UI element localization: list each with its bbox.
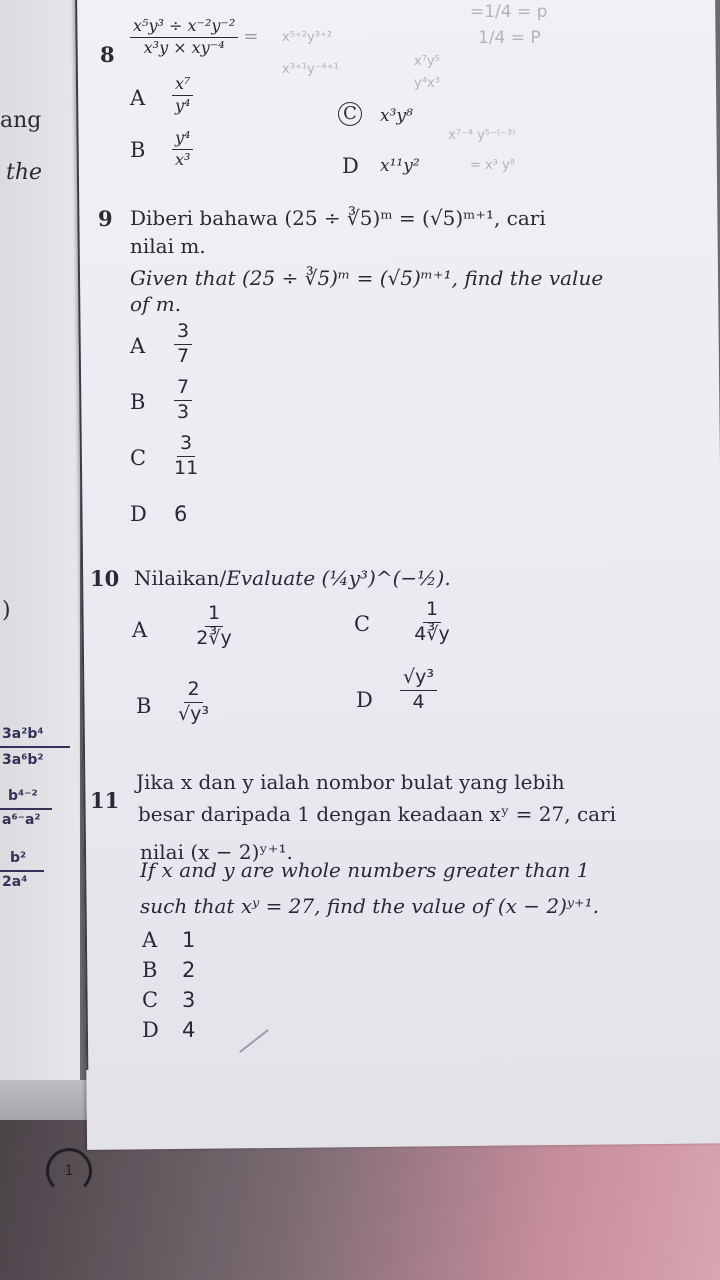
q9-malay-line-1: Diberi bahawa (25 ÷ ∛5)ᵐ = (√5)ᵐ⁺¹, cari <box>130 206 546 230</box>
pencil-note-side-1: x⁷⁻⁴ y⁵⁻⁽⁻³⁾ <box>448 128 516 143</box>
left-page-word-ang: ang <box>0 108 42 133</box>
question-10-number: 10 <box>90 566 120 591</box>
q9-malay-line-2: nilai m. <box>130 234 206 258</box>
question-8-number: 8 <box>100 42 115 67</box>
q8-expression-denominator: x³y × xy⁻⁴ <box>143 37 225 57</box>
q9-option-c[interactable] <box>174 434 198 479</box>
q11-malay-line-2: besar daripada 1 dengan keadaan xʸ = 27, cari <box>138 802 617 826</box>
q10-option-a-den: 2∛y <box>196 626 232 649</box>
q9-option-a-num: 3 <box>174 322 192 345</box>
q10-option-c[interactable] <box>400 600 464 645</box>
q11-malay-line-3: nilai (x − 2)ʸ⁺¹. <box>140 840 293 864</box>
pencil-note-top-2: 1/4 = P <box>478 28 541 48</box>
handwriting-5: b² <box>10 850 27 866</box>
question-9-number: 9 <box>98 206 113 231</box>
q11-option-b[interactable]: 2 <box>182 958 196 982</box>
q8-option-d[interactable]: x¹¹y² <box>380 156 420 176</box>
q10-option-c-den: 4∛y <box>414 622 450 645</box>
q9-option-d-letter[interactable]: D <box>130 502 147 526</box>
q11-english-line-2: such that xʸ = 27, find the value of (x − 2)ʸ⁺¹. <box>140 894 599 918</box>
q11-english-line-1: If x and y are whole numbers greater than 1 <box>140 858 590 882</box>
pencil-note-mid-4: y⁴x³ <box>414 76 440 91</box>
q8-option-d-letter[interactable]: D <box>342 154 359 178</box>
q9-english-line-1: Given that (25 ÷ ∛5)ᵐ = (√5)ᵐ⁺¹, find the value <box>130 266 604 290</box>
q8-equals: = <box>243 25 259 47</box>
left-page-word-the: the <box>6 160 43 185</box>
q11-option-c-letter[interactable]: C <box>142 988 159 1012</box>
q9-option-b[interactable] <box>174 378 192 423</box>
q9-option-a-den: 7 <box>177 344 190 367</box>
q8-option-c-letter[interactable] <box>338 102 362 126</box>
q9-option-a[interactable] <box>174 322 192 367</box>
pencil-note-mid-1: x⁵⁺²y³⁺² <box>282 30 332 45</box>
q11-option-a-letter[interactable]: A <box>142 928 158 952</box>
handwriting-4: a⁶⁻a² <box>2 812 41 828</box>
q10-option-a[interactable] <box>180 604 248 649</box>
pencil-note-mid-3: x⁷y⁵ <box>414 54 440 69</box>
handwriting-2: 3a⁶b² <box>2 752 44 768</box>
q8-option-c[interactable]: x³y⁸ <box>380 106 413 126</box>
q10-prompt <box>134 566 451 590</box>
q9-option-c-den: 11 <box>174 456 199 479</box>
q10-option-b-letter[interactable]: B <box>136 694 152 718</box>
q10-option-d-letter[interactable]: D <box>356 688 373 712</box>
q10-prompt-malay: Nilaikan/ <box>134 566 227 590</box>
q8-option-c-circled: C <box>338 102 362 126</box>
q11-option-c[interactable]: 3 <box>182 988 196 1012</box>
handwriting-6: 2a⁴ <box>2 874 28 890</box>
pencil-note-top-1: =1/4 = p <box>470 2 548 22</box>
q9-option-b-num: 7 <box>174 378 192 401</box>
q10-option-c-num: 1 <box>423 600 441 623</box>
q9-option-b-den: 3 <box>177 400 190 423</box>
q8-option-b[interactable] <box>172 130 193 169</box>
q8-option-b-letter[interactable]: B <box>130 138 146 162</box>
left-page-bracket: ) <box>2 598 11 623</box>
q9-option-a-letter[interactable]: A <box>130 334 146 358</box>
q10-expression: (¼y³)^(−½). <box>321 566 451 590</box>
handwriting-line-3 <box>0 870 44 872</box>
q10-option-c-letter[interactable]: C <box>354 612 371 636</box>
q9-option-c-num: 3 <box>177 434 195 457</box>
q8-option-a-num: x⁷ <box>172 76 193 96</box>
pencil-note-side-2: = x³ y⁸ <box>470 158 515 173</box>
q8-expression-numerator: x⁵y³ ÷ x⁻²y⁻² <box>130 18 238 38</box>
q11-option-d[interactable]: 4 <box>182 1018 196 1042</box>
page-number: 1 <box>46 1148 92 1194</box>
handwriting-line-1 <box>0 746 70 748</box>
question-8-expression <box>130 18 258 57</box>
q11-option-a[interactable]: 1 <box>182 928 196 952</box>
question-11-number: 11 <box>90 788 120 813</box>
q8-option-a[interactable] <box>172 76 193 115</box>
pencil-note-mid-2: x³⁺¹y⁻⁴⁺¹ <box>282 62 339 77</box>
q10-option-d-den: 4 <box>412 690 425 713</box>
handwriting-1: 3a²b⁴ <box>2 726 44 742</box>
q10-option-d[interactable] <box>400 668 437 713</box>
q8-option-b-num: y⁴ <box>172 130 193 150</box>
q9-english-line-2: of m. <box>130 292 182 316</box>
q10-option-a-letter[interactable]: A <box>132 618 148 642</box>
q11-malay-line-1: Jika x dan y ialah nombor bulat yang lebih <box>136 770 565 794</box>
handwriting-line-2 <box>0 808 52 810</box>
q10-option-a-num: 1 <box>205 604 223 627</box>
q8-option-a-letter[interactable]: A <box>130 86 146 110</box>
q10-option-d-num: √y³ <box>400 668 437 691</box>
q11-option-d-letter[interactable]: D <box>142 1018 159 1042</box>
q9-option-c-letter[interactable]: C <box>130 446 147 470</box>
q10-option-b[interactable] <box>178 680 209 725</box>
q10-prompt-english: Evaluate <box>226 566 316 590</box>
handwriting-3: b⁴⁻² <box>8 788 38 804</box>
q8-option-b-den: x³ <box>175 149 191 169</box>
q11-option-b-letter[interactable]: B <box>142 958 158 982</box>
q9-option-b-letter[interactable]: B <box>130 390 146 414</box>
q10-option-b-num: 2 <box>184 680 202 703</box>
q8-option-a-den: y⁴ <box>174 95 191 115</box>
q9-option-d[interactable]: 6 <box>174 502 188 526</box>
q10-option-b-den: √y³ <box>178 702 209 725</box>
